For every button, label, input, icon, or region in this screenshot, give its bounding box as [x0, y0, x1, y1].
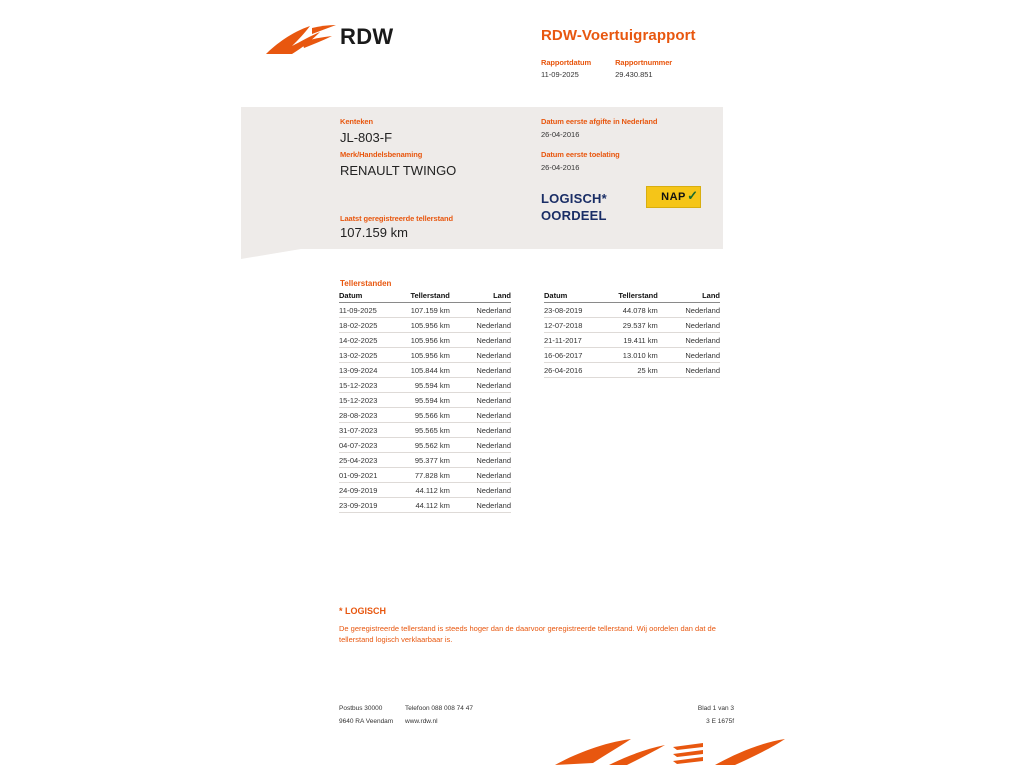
col-tellerstand: Tellerstand	[597, 291, 671, 303]
table-row	[339, 498, 511, 513]
table-row	[339, 438, 511, 453]
footnote-title: * LOGISCH	[339, 606, 387, 616]
table-row	[339, 348, 511, 363]
cell-tellerstand: 95.566 km	[391, 408, 464, 423]
table-header-row	[544, 291, 720, 303]
cell-land: Nederland	[672, 363, 720, 378]
footer-address	[339, 702, 393, 728]
table-row	[339, 378, 511, 393]
cell-land: Nederland	[464, 303, 511, 318]
footer-phone: Telefoon 088 008 74 47	[405, 705, 473, 712]
report-number-label: Rapportnummer	[615, 58, 673, 67]
cell-tellerstand: 107.159 km	[391, 303, 464, 318]
table-row	[339, 423, 511, 438]
footer-address-line-1: Postbus 30000	[339, 705, 383, 712]
odometer-table-right	[544, 291, 720, 378]
first-admission-label: Datum eerste toelating	[541, 150, 620, 159]
judgement-line-2: OORDEEL	[541, 208, 607, 223]
judgement-block	[541, 190, 607, 224]
cell-tellerstand: 13.010 km	[597, 348, 671, 363]
report-date-block	[541, 58, 591, 79]
cell-land: Nederland	[464, 438, 511, 453]
cell-land: Nederland	[464, 483, 511, 498]
cell-datum: 18-02-2025	[339, 318, 391, 333]
col-datum: Datum	[544, 291, 597, 303]
cell-datum: 11-09-2025	[339, 303, 391, 318]
odometer-section-title: Tellerstanden	[340, 279, 392, 288]
cell-land: Nederland	[464, 348, 511, 363]
cell-land: Nederland	[464, 498, 511, 513]
cell-datum: 04-07-2023	[339, 438, 391, 453]
cell-tellerstand: 105.956 km	[391, 333, 464, 348]
table-row	[544, 318, 720, 333]
first-admission-value: 26-04-2016	[541, 163, 580, 172]
table-row	[339, 453, 511, 468]
footer-contact	[405, 702, 473, 728]
cell-datum: 24-09-2019	[339, 483, 391, 498]
cell-land: Nederland	[672, 318, 720, 333]
cell-land: Nederland	[464, 363, 511, 378]
odometer-value: 107.159 km	[340, 225, 408, 240]
footer-address-line-2: 9640 RA Veendam	[339, 718, 394, 725]
table-row	[339, 483, 511, 498]
odometer-table-left	[339, 291, 511, 513]
judgement-line-1: LOGISCH*	[541, 191, 607, 206]
cell-datum: 15-12-2023	[339, 378, 391, 393]
check-icon: ✓	[687, 188, 698, 203]
table-row	[339, 333, 511, 348]
first-issue-label: Datum eerste afgifte in Nederland	[541, 117, 658, 126]
cell-tellerstand: 105.844 km	[391, 363, 464, 378]
cell-land: Nederland	[464, 378, 511, 393]
cell-land: Nederland	[464, 318, 511, 333]
report-date-label: Rapportdatum	[541, 58, 592, 67]
cell-tellerstand: 95.562 km	[391, 438, 464, 453]
report-date-value: 11-09-2025	[541, 70, 579, 79]
nap-badge	[646, 186, 701, 208]
cell-tellerstand: 44.112 km	[391, 483, 464, 498]
cell-land: Nederland	[464, 423, 511, 438]
cell-datum: 28-08-2023	[339, 408, 391, 423]
table-row	[339, 393, 511, 408]
table-row	[339, 408, 511, 423]
report-meta	[541, 58, 672, 79]
report-number-value: 29.430.851	[615, 70, 653, 79]
first-issue-value: 26-04-2016	[541, 130, 580, 139]
footer-page-label: Blad 1 van 3	[697, 705, 734, 712]
license-label: Kenteken	[340, 117, 373, 126]
cell-land: Nederland	[464, 468, 511, 483]
cell-land: Nederland	[464, 333, 511, 348]
brand-label: Merk/Handelsbenaming	[340, 150, 423, 159]
cell-datum: 21-11-2017	[544, 333, 597, 348]
cell-land: Nederland	[672, 303, 720, 318]
table-row	[544, 363, 720, 378]
cell-tellerstand: 95.594 km	[391, 378, 464, 393]
table-row	[339, 303, 511, 318]
cell-land: Nederland	[672, 333, 720, 348]
cell-tellerstand: 44.078 km	[597, 303, 671, 318]
cell-tellerstand: 44.112 km	[391, 498, 464, 513]
brand-title: RDW	[340, 24, 394, 49]
cell-datum: 14-02-2025	[339, 333, 391, 348]
table-header-row	[339, 291, 511, 303]
cell-tellerstand: 95.377 km	[391, 453, 464, 468]
panel-notch	[241, 249, 301, 259]
col-land: Land	[464, 291, 511, 303]
footer-form-code: 3 E 1675f	[706, 718, 734, 725]
col-tellerstand: Tellerstand	[391, 291, 464, 303]
vehicle-summary-panel	[241, 107, 723, 249]
cell-datum: 31-07-2023	[339, 423, 391, 438]
table-row	[544, 303, 720, 318]
cell-land: Nederland	[672, 348, 720, 363]
cell-datum: 13-09-2024	[339, 363, 391, 378]
cell-tellerstand: 25 km	[597, 363, 671, 378]
footer-page-info	[694, 702, 734, 728]
cell-tellerstand: 95.594 km	[391, 393, 464, 408]
cell-datum: 23-09-2019	[339, 498, 391, 513]
cell-land: Nederland	[464, 408, 511, 423]
cell-tellerstand: 95.565 km	[391, 423, 464, 438]
report-number-block	[615, 58, 672, 79]
odometer-label: Laatst geregistreerde tellerstand	[340, 214, 453, 223]
cell-datum: 12-07-2018	[544, 318, 597, 333]
cell-datum: 26-04-2016	[544, 363, 597, 378]
table-row	[339, 363, 511, 378]
footnote-body: De geregistreerde tellerstand is steeds hoger dan de daarvoor geregistreerde tellerstand. Wij oordelen dan dat de tellerstand logisch verklaarbaar is.	[339, 624, 716, 644]
brand-value: RENAULT TWINGO	[340, 163, 457, 178]
table-row	[339, 318, 511, 333]
cell-datum: 01-09-2021	[339, 468, 391, 483]
cell-datum: 23-08-2019	[544, 303, 597, 318]
license-value: JL-803-F	[340, 130, 393, 145]
col-land: Land	[672, 291, 720, 303]
cell-tellerstand: 105.956 km	[391, 318, 464, 333]
footer-website[interactable]: www.rdw.nl	[405, 718, 438, 725]
cell-tellerstand: 29.537 km	[597, 318, 671, 333]
report-title: RDW-Voertuigrapport	[541, 27, 696, 44]
col-datum: Datum	[339, 291, 391, 303]
cell-land: Nederland	[464, 393, 511, 408]
table-row	[544, 348, 720, 363]
table-row	[544, 333, 720, 348]
rdw-logo-icon	[262, 20, 342, 66]
cell-land: Nederland	[464, 453, 511, 468]
cell-tellerstand: 77.828 km	[391, 468, 464, 483]
cell-datum: 15-12-2023	[339, 393, 391, 408]
rdw-watermark-icon	[553, 737, 785, 768]
cell-datum: 16-06-2017	[544, 348, 597, 363]
cell-datum: 13-02-2025	[339, 348, 391, 363]
cell-tellerstand: 19.411 km	[597, 333, 671, 348]
cell-datum: 25-04-2023	[339, 453, 391, 468]
nap-label: NAP	[661, 191, 686, 203]
table-row	[339, 468, 511, 483]
cell-tellerstand: 105.956 km	[391, 348, 464, 363]
